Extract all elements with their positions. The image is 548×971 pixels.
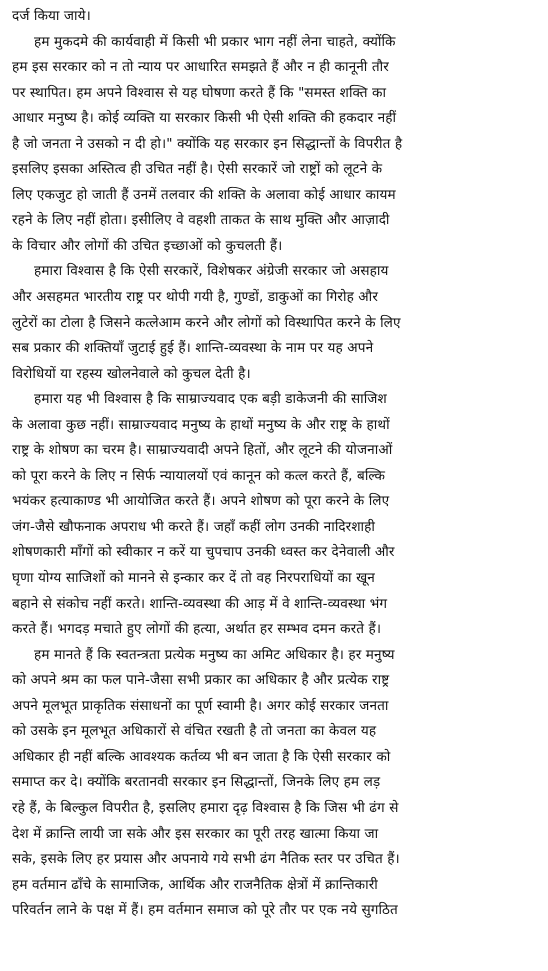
text-line: भयंकर हत्याकाण्ड भी आयोजित करते हैं। अपने शोषण को पूरा करने के लिए bbox=[12, 493, 390, 510]
text-line: करते हैं। भगदड़ मचाते हुए लोगों की हत्या, अर्थात हर सम्भव दमन करते हैं। bbox=[12, 621, 382, 638]
text-line: है जो जनता ने उसको न दी हो।" क्योंकि यह सरकार इन सिद्धान्तों के विपरीत है bbox=[12, 135, 403, 152]
text-line: पर स्थापित। हम अपने विश्वास से यह घोषणा करते हैं कि "समस्त शक्ति का bbox=[12, 84, 387, 101]
paragraph-first-line: हम मुकदमे की कार्यवाही में किसी भी प्रकार भाग नहीं लेना चाहते, क्योंकि bbox=[34, 33, 396, 50]
paragraph-first-line: हमारा विश्वास है कि ऐसी सरकारें, विशेषकर अंग्रेजी सरकार जो असहाय bbox=[34, 263, 389, 280]
document-text-body bbox=[12, 4, 540, 924]
text-line: शोषणकारी माँगों को स्वीकार न करें या चुपचाप उनकी ध्वस्त कर देनेवाली और bbox=[12, 544, 395, 561]
paragraph-first-line: हम मानते हैं कि स्वतन्त्रता प्रत्येक मनुष्य का अमिट अधिकार है। हर मनुष्य bbox=[34, 646, 395, 663]
text-line: विरोधियों या रहस्य खोलनेवाले को कुचल देती है। bbox=[12, 365, 251, 382]
text-line: लुटेरों का टोला है जिसने कत्लेआम करने और लोगों को विस्थापित करने के लिए bbox=[12, 314, 401, 331]
text-line: समाप्त कर दे। क्योंकि बरतानवी सरकार इन सिद्धान्तों, जिनके लिए हम लड़ bbox=[12, 774, 381, 791]
text-line: सब प्रकार की शक्तियाँ जुटाई हुई हैं। शान्ति-व्यवस्था के नाम पर यह अपने bbox=[12, 340, 374, 357]
text-line: अपने मूलभूत प्राकृतिक संसाधनों का पूर्ण स्वामी है। अगर कोई सरकार जनता bbox=[12, 697, 389, 714]
text-line: अधिकार ही नहीं बल्कि आवश्यक कर्तव्य भी बन जाता है कि ऐसी सरकार को bbox=[12, 748, 391, 765]
text-line: के विचार और लोगों की उचित इच्छाओं को कुचलती हैं। bbox=[12, 237, 283, 254]
text-line: को अपने श्रम का फल पाने-जैसा सभी प्रकार का अधिकार है और प्रत्येक राष्ट्र bbox=[12, 672, 390, 689]
text-line: आधार मनुष्य है। कोई व्यक्ति या सरकार किसी भी ऐसी शक्ति की हकदार नहीं bbox=[12, 110, 397, 127]
text-line: और असहमत भारतीय राष्ट्र पर थोपी गयी है, गुण्डों, डाकुओं का गिरोह और bbox=[12, 289, 378, 306]
text-line: राष्ट्र के शोषण का चरम है। साम्राज्यवादी अपने हितों, और लूटने की योजनाओं bbox=[12, 442, 393, 459]
text-line: सके, इसके लिए हर प्रयास और अपनाये गये सभी ढंग नैतिक स्तर पर उचित हैं। bbox=[12, 851, 400, 868]
text-line: बहाने से संकोच नहीं करते। शान्ति-व्यवस्था की आड़ में वे शान्ति-व्यवस्था भंग bbox=[12, 595, 388, 612]
paragraph-first-line: हमारा यह भी विश्वास है कि साम्राज्यवाद एक बड़ी डाकेजनी की साजिश bbox=[34, 391, 387, 408]
text-line: घृणा योग्य साजिशों को मानने से इन्कार कर दें तो वह निरपराधियों का खून bbox=[12, 570, 375, 587]
text-line: देश में क्रान्ति लायी जा सके और इस सरकार का पूरी तरह खात्मा किया जा bbox=[12, 825, 379, 842]
text-line: रहने के लिए नहीं होता। इसीलिए वे वहशी ताकत के साथ मुक्ति और आज़ादी bbox=[12, 212, 390, 229]
text-line: लिए एकजुट हो जाती हैं उनमें तलवार की शक्ति के अलावा कोई आधार कायम bbox=[12, 186, 396, 203]
text-line: को उसके इन मूलभूत अधिकारों से वंचित रखती है तो जनता का केवल यह bbox=[12, 723, 377, 740]
text-line: इसलिए इसका अस्तित्व ही उचित नहीं है। ऐसी सरकारें जो राष्ट्रों को लूटने के bbox=[12, 161, 383, 178]
text-line: के अलावा कुछ नहीं। साम्राज्यवाद मनुष्य के हाथों मनुष्य के और राष्ट्र के हाथों bbox=[12, 416, 390, 433]
text-line: को पूरा करने के लिए न सिर्फ न्यायालयों एवं कानून को कत्ल करते हैं, बल्कि bbox=[12, 467, 386, 484]
text-line: हम इस सरकार को न तो न्याय पर आधारित समझते हैं और न ही कानूनी तौर bbox=[12, 59, 389, 76]
text-line: रहे हैं, के बिल्कुल विपरीत है, इसलिए हमारा दृढ़ विश्वास है कि जिस भी ढंग से bbox=[12, 799, 399, 816]
text-line: हम वर्तमान ढाँचे के सामाजिक, आर्थिक और राजनैतिक क्षेत्रों में क्रान्तिकारी bbox=[12, 876, 378, 893]
text-line: दर्ज किया जाये। bbox=[12, 8, 91, 24]
text-line: परिवर्तन लाने के पक्ष में हैं। हम वर्तमान समाज को पूरे तौर पर एक नये सुगठित bbox=[12, 902, 398, 919]
text-line: जंग-जैसे खौफनाक अपराध भी करते हैं। जहाँ कहीं लोग उनकी नादिरशाही bbox=[12, 518, 376, 535]
